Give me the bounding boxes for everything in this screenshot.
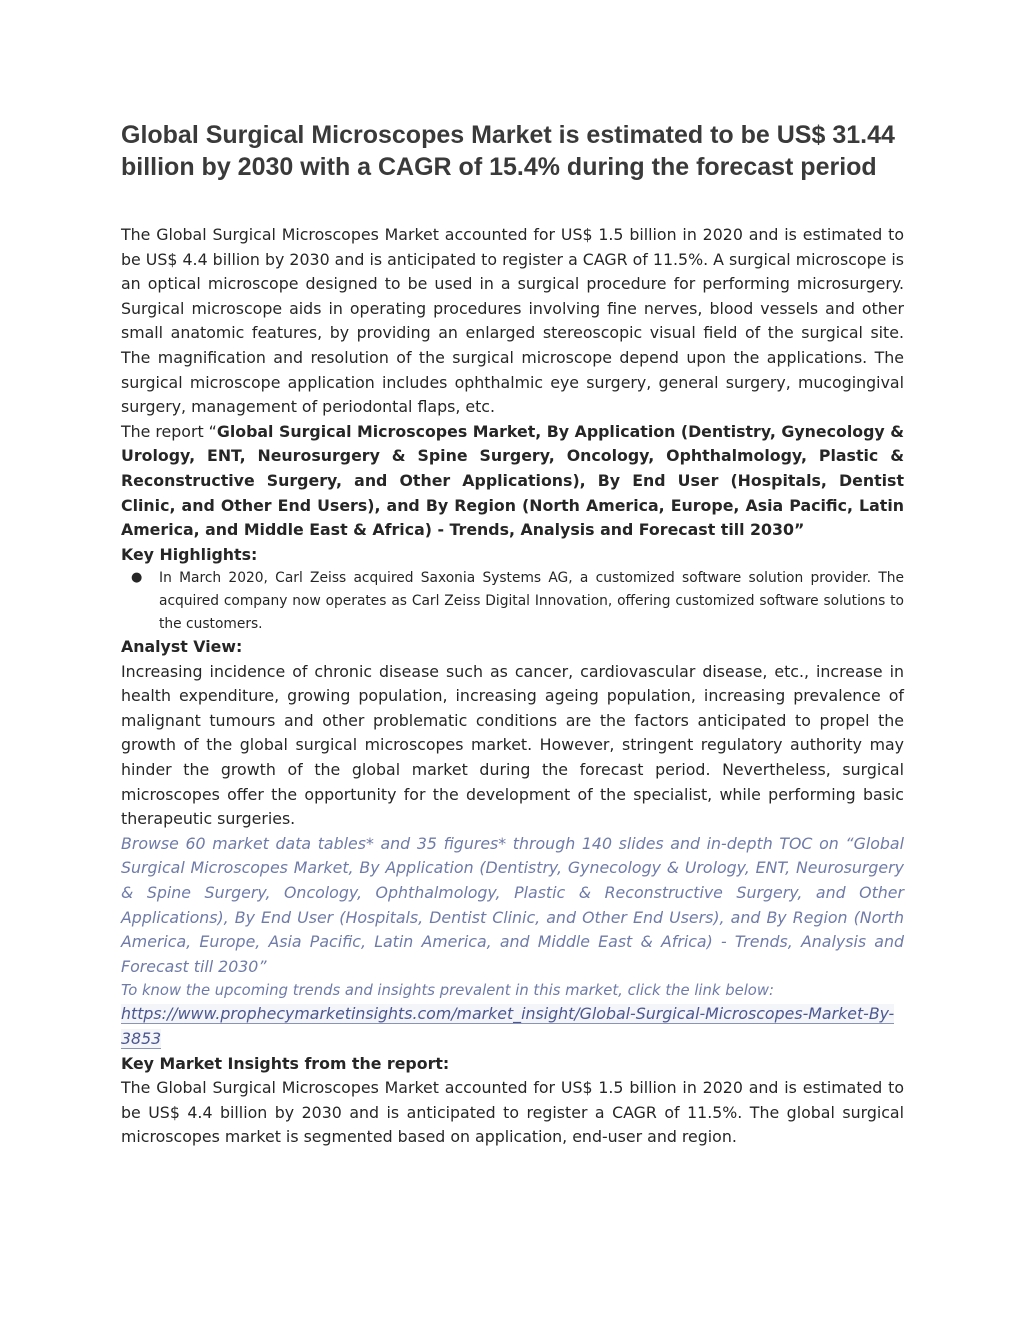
key-highlights-heading: Key Highlights: [121,544,258,564]
intro-paragraph: The Global Surgical Microscopes Market accounted for US$ 1.5 billion in 2020 and is estimated to be US$ 4.4 billion by 2030 and is anticipated to register a CAGR of 11.5%. A surgical microscope is an optical microscope designed to be used in a surgical procedure for performing microsurgery. Surgical microscope aids in operating procedures involving fine nerves, blood vessels and other small anatomic features, by providing an enlarged stereoscopic visual field of the surgical site. The magnification and resolution of the surgical microscope depend upon the applications. The surgical microscope application includes ophthalmic eye surgery, general surgery, mucogingival surgery, management of periodontal flaps, etc. [121,225,904,417]
report-link[interactable]: https://www.prophecymarketinsights.com/market_insight/Global-Surgical-Microscopes-Market-By-3853 [121,1004,895,1048]
key-highlights-list [121,567,904,635]
page-title: Global Surgical Microscopes Market is estimated to be US$ 31.44 billion by 2030 with a CAGR of 15.4% during the forecast period [121,121,895,181]
bullet-icon: ● [131,570,143,586]
report-paragraph [121,420,904,543]
key-market-insights-text: The Global Surgical Microscopes Market accounted for US$ 1.5 billion in 2020 and is estimated to be US$ 4.4 billion by 2030 and is anticipated to register a CAGR of 11.5%. The global surgical microscopes market is segmented based on application, end-user and region. [121,1078,904,1147]
report-title: Global Surgical Microscopes Market, By Application (Dentistry, Gynecology & Urology, ENT, Neurosurgery & Spine Surgery, Oncology, Ophthalmology, Plastic & Reconstructive Surgery, and Other Applications), By End User (Hospitals, Dentist Clinic, and Other End Users), and By Region (North America, Europe, Asia Pacific, Latin America, and Middle East & Africa) - Trends, Analysis and Forecast till 2030” [121,421,905,540]
analyst-view-heading: Analyst View: [121,637,243,657]
key-market-insights-heading: Key Market Insights from the report: [121,1053,450,1073]
browse-text: Browse 60 market data tables* and 35 figures* through 140 slides and in-depth TOC on “Global Surgical Microscopes Market, By Application (Dentistry, Gynecology & Urology, ENT, Neurosurgery & Spine Surgery, Oncology, Ophthalmology, Plastic & Reconstructive Surgery, and Other Applications), By End User (Hospitals, Dentist Clinic, and Other End Users), and By Region (North America, Europe, Asia Pacific, Latin America, and Middle East & Africa) - Trends, Analysis and Forecast till 2030” [121,833,904,976]
highlight-text: In March 2020, Carl Zeiss acquired Saxonia Systems AG, a customized software solution provider. The acquired company now operates as Carl Zeiss Digital Innovation, offering customized software solutions to the customers. [159,570,904,632]
list-item [121,567,904,635]
analyst-view-text: Increasing incidence of chronic disease such as cancer, cardiovascular disease, etc., increase in health expenditure, growing population, increasing ageing population, increasing prevalence of malignant tumours and other problematic conditions are the factors anticipated to propel the growth of the global surgical microscopes market. However, stringent regulatory authority may hinder the growth of the global market during the forecast period. Nevertheless, surgical microscopes offer the opportunity for the development of the specialist, while performing basic therapeutic surgeries. [121,661,904,829]
report-prefix: The report “ [121,421,217,441]
know-more-text: To know the upcoming trends and insights prevalent in this market, click the link below: [121,982,774,1000]
document-page [121,119,904,1150]
report-link-wrapper [121,1002,904,1051]
